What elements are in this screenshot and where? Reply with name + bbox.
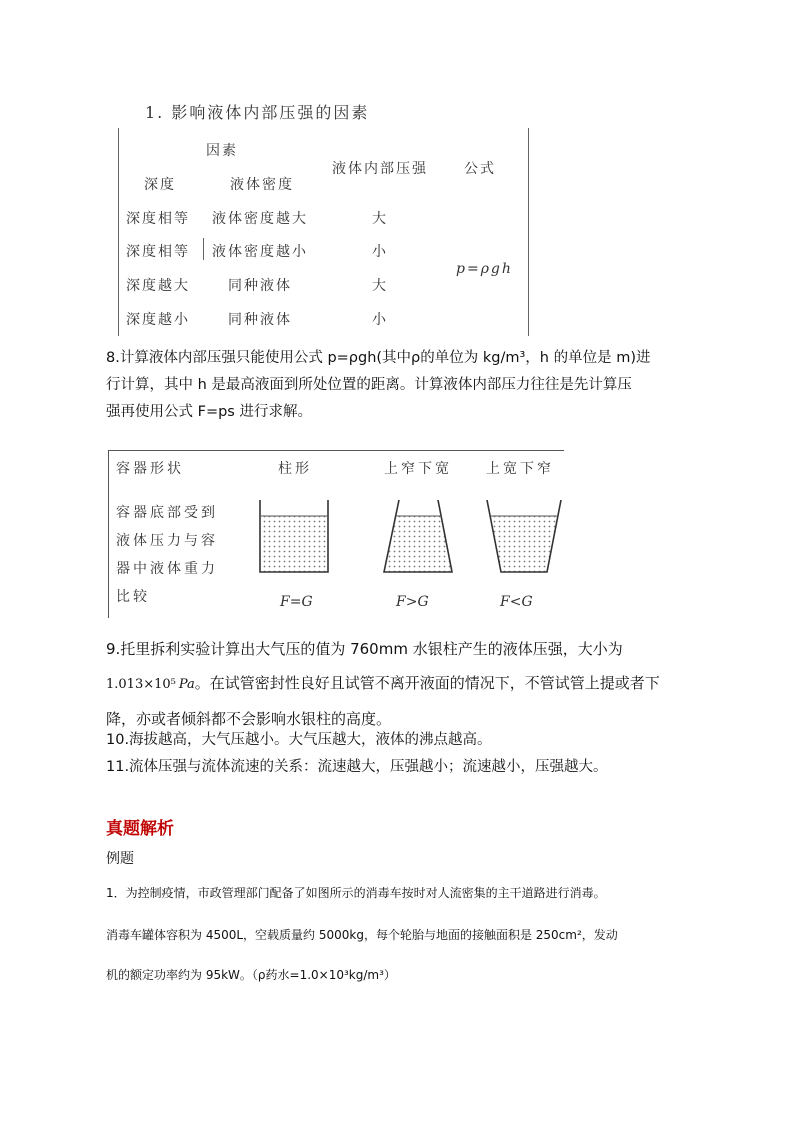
row4-depth: 深度越小 xyxy=(126,312,190,328)
row2-density: 液体密度越小 xyxy=(212,244,308,260)
example-label: 例题 xyxy=(106,851,134,867)
header-factors: 因素 xyxy=(206,143,238,159)
row-label-line-2: 液体压力与容 xyxy=(116,533,218,549)
row1-depth: 深度相等 xyxy=(126,211,190,227)
row2-depth: 深度相等 xyxy=(126,244,190,260)
row3-density: 同种液体 xyxy=(228,278,292,294)
item-9-line-1: 9.托里拆利实验计算出大气压的值为 760mm 水银柱产生的液体压强，大小为 xyxy=(106,640,623,658)
row3-pressure: 大 xyxy=(372,278,388,294)
pressure-factors-table xyxy=(118,128,530,336)
item-8-line-1: 8.计算液体内部压强只能使用公式 p=ρgh(其中ρ的单位为 kg/m³，h 的单位是 m)进 xyxy=(106,350,651,366)
table-border-left xyxy=(118,128,119,336)
row2-pressure: 小 xyxy=(372,244,388,260)
item-9-line-2: 。在试管密封性良好且试管不离开液面的情况下，不管试管上提或者下 xyxy=(194,674,660,692)
question-1-line-1: 1．为控制疫情，市政管理部门配备了如图所示的消毒车按时对人流密集的主干道路进行消毒。 xyxy=(106,886,606,900)
question-1-line-2: 消毒车罐体容积为 4500L，空载质量约 5000kg，每个轮胎与地面的接触面积是 250cm²，发动 xyxy=(106,928,618,942)
figure-header-label: 容器形状 xyxy=(116,461,184,477)
table-border-right xyxy=(528,128,529,336)
figure-top-border xyxy=(108,450,564,451)
row-label-line-3: 器中液体重力 xyxy=(116,561,218,577)
shape-wide-top-label: 上宽下窄 xyxy=(486,461,554,477)
comparison-narrow-top: F>G xyxy=(396,594,429,610)
row4-density: 同种液体 xyxy=(228,312,292,328)
atm-pressure-unit: Pa xyxy=(178,677,195,692)
items-10-11 xyxy=(106,727,690,781)
table-divider xyxy=(203,238,204,260)
header-depth: 深度 xyxy=(144,177,176,193)
wide-top-container xyxy=(487,500,561,572)
pressure-formula: p=ρgh xyxy=(456,261,513,277)
row1-pressure: 大 xyxy=(372,211,388,227)
row-label-line-1: 容器底部受到 xyxy=(116,505,218,521)
section-heading: 真题解析 xyxy=(106,819,174,839)
row-label-line-4: 比较 xyxy=(116,589,150,605)
item-10: 10.海拔越高，大气压越小。大气压越大，液体的沸点越高。 xyxy=(106,732,492,748)
figure-left-border xyxy=(108,450,109,618)
item-11: 11.流体压强与流体流速的关系：流速越大，压强越小；流速越小，压强越大。 xyxy=(106,759,608,775)
table1-title: 1. 影响液体内部压强的因素 xyxy=(145,103,370,122)
header-density: 液体密度 xyxy=(230,177,294,193)
item-8-paragraph xyxy=(106,345,690,426)
item-9-paragraph xyxy=(106,632,690,736)
narrow-top-container xyxy=(384,500,452,572)
shape-cylinder-label: 柱形 xyxy=(278,461,312,477)
item-8-line-3: 强再使用公式 F=ps 进行求解。 xyxy=(106,404,312,420)
cylinder-container xyxy=(260,500,328,572)
comparison-wide-top: F<G xyxy=(500,594,533,610)
header-formula: 公式 xyxy=(464,161,496,177)
header-pressure: 液体内部压强 xyxy=(332,161,428,177)
row1-density: 液体密度越大 xyxy=(212,211,308,227)
question-1-line-3: 机的额定功率约为 95kW。（ρ药水=1.0×10³kg/m³） xyxy=(106,968,396,982)
item-9-line-3: 降，亦或者倾斜都不会影响水银柱的高度。 xyxy=(106,710,392,728)
container-pressure-figure xyxy=(108,450,568,620)
containers-drawing xyxy=(248,490,568,590)
comparison-cylinder: F=G xyxy=(280,594,313,610)
row3-depth: 深度越大 xyxy=(126,278,190,294)
row4-pressure: 小 xyxy=(372,312,388,328)
shape-narrow-top-label: 上窄下宽 xyxy=(384,461,452,477)
item-8-line-2: 行计算，其中 h 是最高液面到所处位置的距离。计算液体内部压力往往是先计算压 xyxy=(106,377,632,393)
atm-pressure-value: 1.013×10⁵ xyxy=(106,677,176,692)
